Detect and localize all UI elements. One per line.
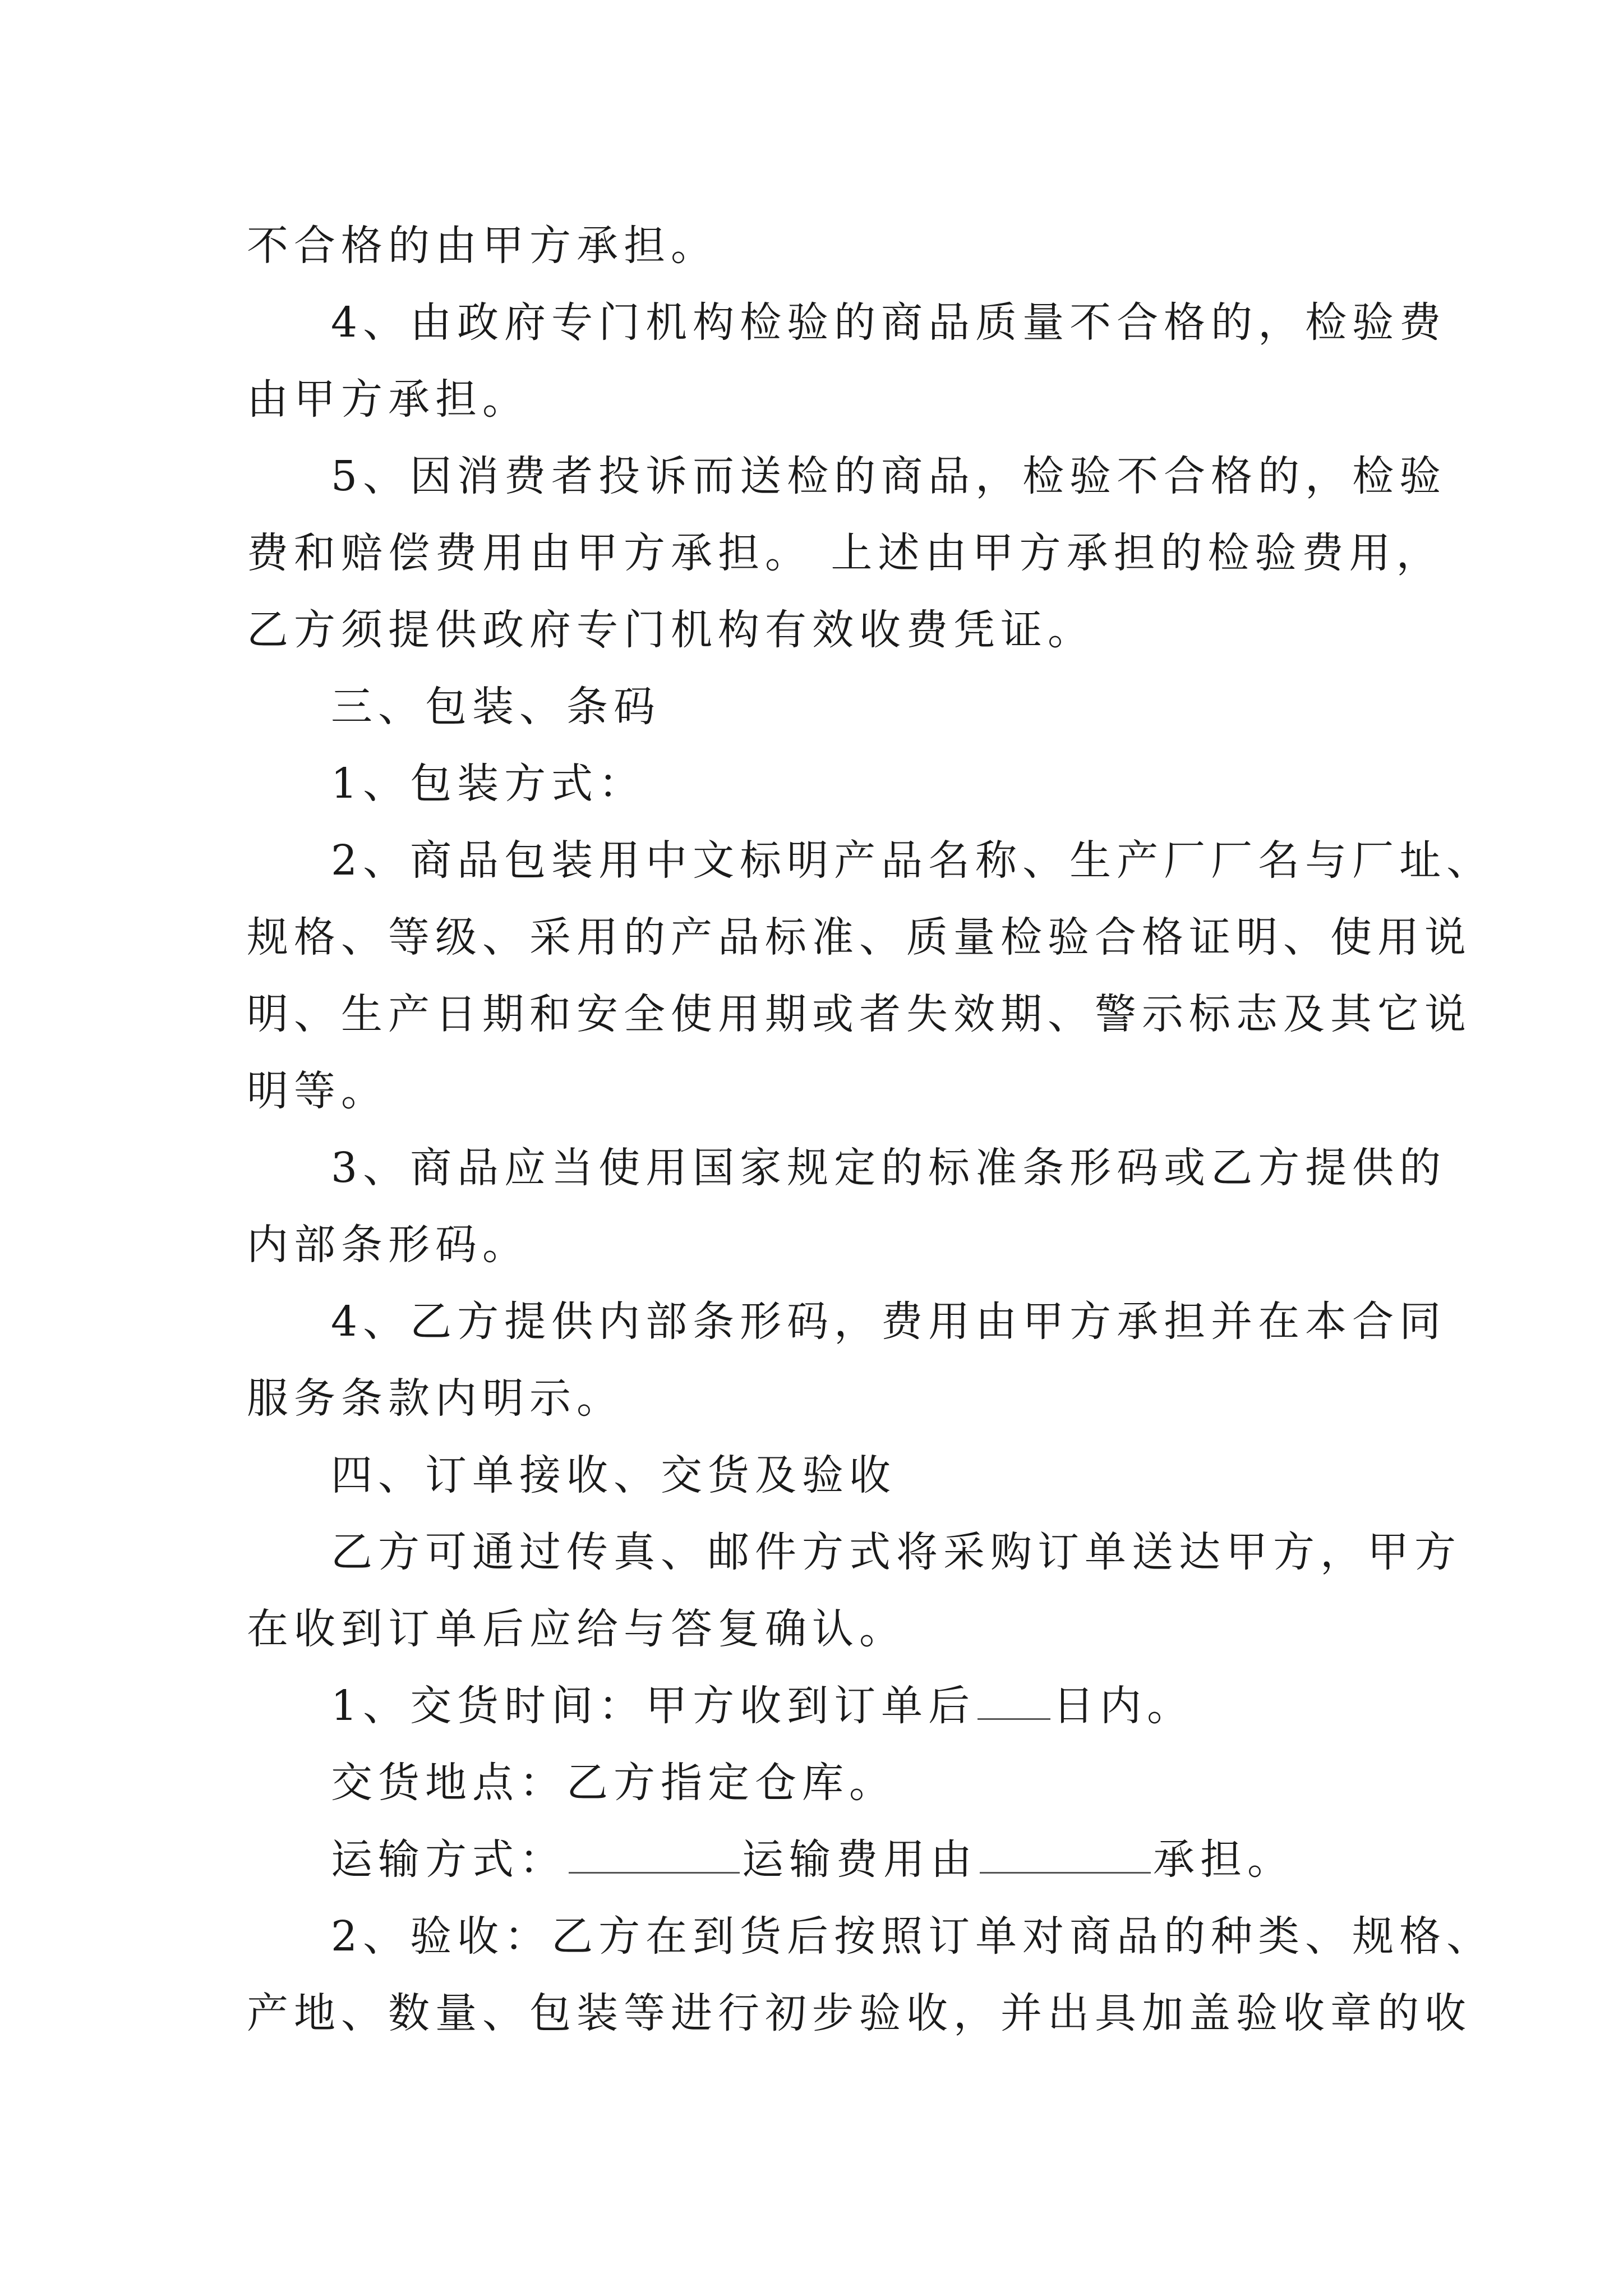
text-line: 明、生产日期和安全使用期或者失效期、警示标志及其它说 [247, 990, 1472, 1038]
text-line: 乙方须提供政府专门机构有效收费凭证。 [247, 606, 1095, 654]
transport-method-label: 运输方式： [331, 1835, 566, 1884]
text-line: 明等。 [247, 1067, 388, 1115]
transport-fee-suffix: 承担。 [1153, 1835, 1294, 1884]
clause-4-line: 4、由政府专门机构检验的商品质量不合格的，检验费 [331, 298, 1447, 347]
text-line: 费和赔偿费用由甲方承担。 上述由甲方承担的检验费用， [247, 529, 1444, 577]
section-4-heading: 四、订单接收、交货及验收 [331, 1451, 896, 1499]
section-3-heading: 三、包装、条码 [331, 683, 661, 731]
order-paragraph-line: 乙方可通过传真、邮件方式将采购订单送达甲方，甲方 [331, 1528, 1461, 1576]
barcode-clause-3-line: 3、商品应当使用国家规定的标准条形码或乙方提供的 [331, 1144, 1447, 1192]
text-line: 服务条款内明示。 [247, 1374, 624, 1423]
text-line: 内部条形码。 [247, 1221, 529, 1269]
packaging-method-line: 1、包装方式： [331, 760, 646, 808]
transport-fee-payer-blank[interactable] [980, 1837, 1151, 1874]
clause-5-line: 5、因消费者投诉而送检的商品，检验不合格的，检验 [331, 452, 1447, 500]
delivery-place-line: 交货地点：乙方指定仓库。 [331, 1759, 896, 1807]
text-line: 产地、数量、包装等进行初步验收，并出具加盖验收章的收 [247, 1989, 1472, 2037]
text-line: 规格、等级、采用的产品标准、质量检验合格证明、使用说 [247, 913, 1472, 961]
transport-line [247, 1821, 1402, 1898]
delivery-time-suffix: 日内。 [1053, 1682, 1195, 1730]
text-line: 在收到订单后应给与答复确认。 [247, 1605, 906, 1653]
transport-fee-label: 运输费用由 [742, 1835, 978, 1884]
inspection-clause-line: 2、验收：乙方在到货后按照订单对商品的种类、规格、 [331, 1912, 1494, 1961]
delivery-time-label: 1、交货时间：甲方收到订单后 [331, 1682, 976, 1730]
delivery-time-line [247, 1668, 1402, 1745]
text-line: 由甲方承担。 [247, 375, 529, 424]
barcode-clause-4-line: 4、乙方提供内部条形码，费用由甲方承担并在本合同 [331, 1297, 1447, 1346]
delivery-days-blank[interactable] [978, 1683, 1050, 1720]
text-line: 不合格的由甲方承担。 [247, 222, 718, 270]
packaging-clause-2-line: 2、商品包装用中文标明产品名称、生产厂厂名与厂址、 [331, 836, 1494, 885]
transport-method-blank[interactable] [569, 1837, 740, 1874]
contract-text [247, 208, 1494, 2052]
